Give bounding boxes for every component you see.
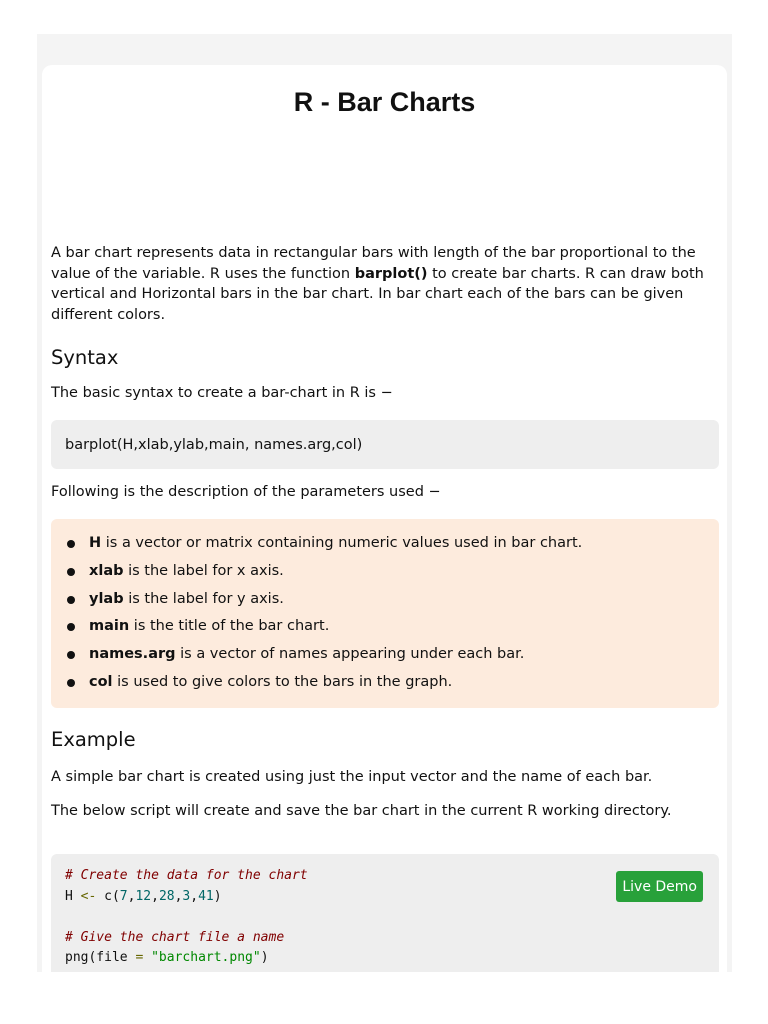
param-name: names.arg xyxy=(89,646,176,663)
param-name: xlab xyxy=(89,562,124,579)
code-var: H xyxy=(65,889,81,904)
code-comment: # Create the data for the chart xyxy=(65,868,308,883)
example-heading: Example xyxy=(51,728,136,751)
intro-paragraph xyxy=(51,243,719,325)
param-name: H xyxy=(89,535,102,551)
syntax-code-block xyxy=(51,420,719,469)
param-desc: is the label for x axis. xyxy=(123,562,284,579)
intro-text-2: to create bar charts. R can draw both vertical and Horizontal bars in the bar chart. In bar chart each of the bars can be given different colors. xyxy=(51,265,704,323)
param-desc: is the label for y axis. xyxy=(123,590,284,607)
code-comment: # Give the chart file a name xyxy=(65,930,285,945)
bullet-icon xyxy=(67,596,75,604)
list-item xyxy=(65,587,582,615)
syntax-code: barplot(H,xlab,ylab,main, names.arg,col) xyxy=(65,436,363,453)
param-name: ylab xyxy=(89,590,124,607)
param-desc: is a vector or matrix containing numeric values used in bar chart. xyxy=(101,535,583,551)
list-item xyxy=(65,614,582,642)
param-desc: is used to give colors to the bars in the graph. xyxy=(112,673,453,690)
code-number: 12 xyxy=(135,889,152,904)
code-number: 3 xyxy=(182,889,191,904)
code-function: c( xyxy=(96,889,120,904)
code-close: ) xyxy=(213,889,222,904)
param-desc: is the title of the bar chart. xyxy=(129,618,330,635)
list-item xyxy=(65,559,582,587)
parameters-list-box xyxy=(51,519,719,708)
list-item xyxy=(65,642,582,670)
param-desc: is a vector of names appearing under each bar. xyxy=(175,646,525,663)
code-operator: <- xyxy=(80,889,97,904)
code-number: 28 xyxy=(158,889,175,904)
bullet-icon xyxy=(67,623,75,631)
example-code-block xyxy=(51,854,719,972)
code-sep: , xyxy=(151,889,159,904)
code-string: "barchart.png" xyxy=(151,950,261,965)
intro-text-1: A bar chart represents data in rectangular bars with length of the bar proportional to the value of the variable. R uses the function xyxy=(51,245,696,282)
params-intro: Following is the description of the parameters used − xyxy=(51,484,441,500)
code-sep: , xyxy=(174,889,183,904)
code-operator: = xyxy=(135,950,144,965)
code-line xyxy=(65,889,222,904)
content-card xyxy=(42,65,727,972)
code-sep: , xyxy=(127,889,136,904)
param-name: col xyxy=(89,673,113,690)
syntax-intro: The basic syntax to create a bar-chart in R is − xyxy=(51,385,393,401)
bullet-icon xyxy=(67,568,75,576)
intro-function-name: barplot() xyxy=(354,265,428,282)
bullet-icon xyxy=(67,540,75,548)
live-demo-button[interactable]: Live Demo xyxy=(616,871,703,902)
parameters-list xyxy=(65,531,582,698)
code-sep: , xyxy=(190,889,199,904)
bullet-icon xyxy=(67,679,75,687)
syntax-heading: Syntax xyxy=(51,346,119,369)
list-item xyxy=(65,670,582,698)
code-function: png(file xyxy=(65,950,136,965)
code-line xyxy=(65,950,269,965)
bullet-icon xyxy=(67,651,75,659)
page-title: R - Bar Charts xyxy=(293,87,476,117)
example-paragraph-1: A simple bar chart is created using just the input vector and the name of each bar. xyxy=(51,769,653,785)
code-number: 41 xyxy=(198,889,214,904)
page-background xyxy=(37,34,732,972)
code-number: 7 xyxy=(119,889,128,904)
list-item xyxy=(65,531,582,559)
param-name: main xyxy=(89,618,130,635)
example-paragraph-2: The below script will create and save the bar chart in the current R working directory. xyxy=(51,803,672,819)
code-close: ) xyxy=(260,950,269,965)
